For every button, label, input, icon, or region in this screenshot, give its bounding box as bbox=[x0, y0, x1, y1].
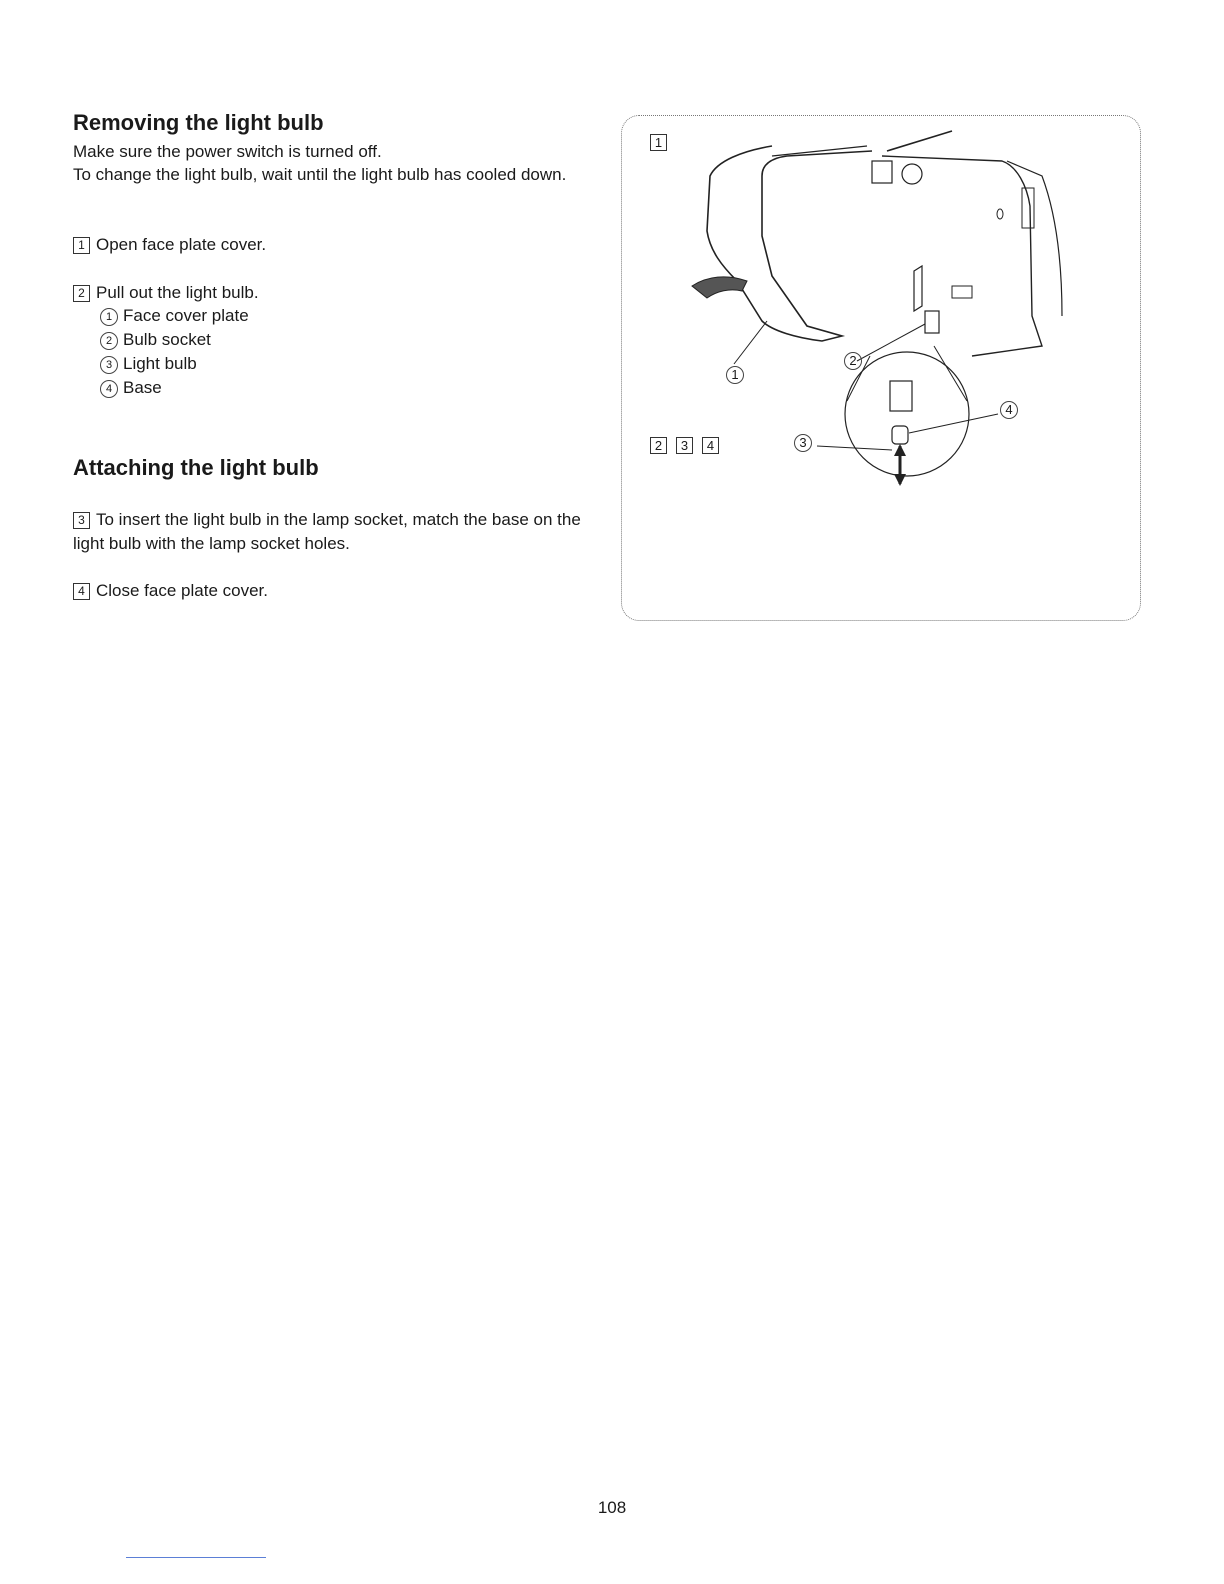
step-4-text: Close face plate cover. bbox=[96, 581, 268, 600]
figure-step-4: 4 bbox=[702, 437, 719, 454]
intro-power-switch: Make sure the power switch is turned off. bbox=[73, 142, 382, 161]
part-label: Light bulb bbox=[123, 354, 197, 373]
callout-2: 2 bbox=[844, 352, 862, 370]
step-1-text: Open face plate cover. bbox=[96, 235, 267, 254]
step-4-number: 4 bbox=[73, 583, 90, 600]
socket-detail bbox=[890, 381, 912, 411]
callout-line bbox=[734, 321, 767, 364]
step-2-text: Pull out the light bulb. bbox=[96, 283, 259, 302]
part-label: Base bbox=[123, 378, 162, 397]
callout-line bbox=[857, 324, 925, 361]
machine-drawing bbox=[622, 116, 1140, 620]
attaching-heading: Attaching the light bulb bbox=[73, 455, 319, 480]
callout-1: 1 bbox=[726, 366, 744, 384]
part-number: 4 bbox=[100, 380, 118, 398]
figure-step-2: 2 bbox=[650, 437, 667, 454]
callout-4: 4 bbox=[1000, 401, 1018, 419]
footer-rule bbox=[126, 1557, 266, 1558]
part-number: 3 bbox=[100, 356, 118, 374]
bulb-illustration bbox=[621, 115, 1141, 621]
step-1-number: 1 bbox=[73, 237, 90, 254]
step-3-number: 3 bbox=[73, 512, 90, 529]
figure-step-1: 1 bbox=[650, 134, 667, 151]
step-3-text: To insert the light bulb in the lamp socket, match the base on the light bulb with the lamp socket holes. bbox=[73, 510, 581, 553]
parts-list bbox=[100, 304, 249, 400]
magnifier-circle bbox=[845, 352, 969, 476]
part-label: Bulb socket bbox=[123, 330, 211, 349]
part-number: 2 bbox=[100, 332, 118, 350]
part-item bbox=[100, 376, 249, 400]
step-1 bbox=[73, 233, 593, 257]
page-number: 108 bbox=[597, 1498, 627, 1517]
part-label: Face cover plate bbox=[123, 306, 249, 325]
part-item bbox=[100, 352, 249, 376]
part-item bbox=[100, 328, 249, 352]
open-arrow-icon bbox=[692, 277, 747, 298]
step-3 bbox=[73, 508, 593, 556]
step-2 bbox=[73, 281, 593, 305]
figure-step-3: 3 bbox=[676, 437, 693, 454]
removing-heading: Removing the light bulb bbox=[73, 110, 324, 135]
bulb-detail bbox=[892, 426, 908, 444]
face-cover-plate bbox=[707, 146, 872, 341]
intro-cooldown: To change the light bulb, wait until the light bulb has cooled down. bbox=[73, 165, 567, 184]
step-4 bbox=[73, 579, 593, 603]
callout-3: 3 bbox=[794, 434, 812, 452]
part-item bbox=[100, 304, 249, 328]
step-2-number: 2 bbox=[73, 285, 90, 302]
part-number: 1 bbox=[100, 308, 118, 326]
